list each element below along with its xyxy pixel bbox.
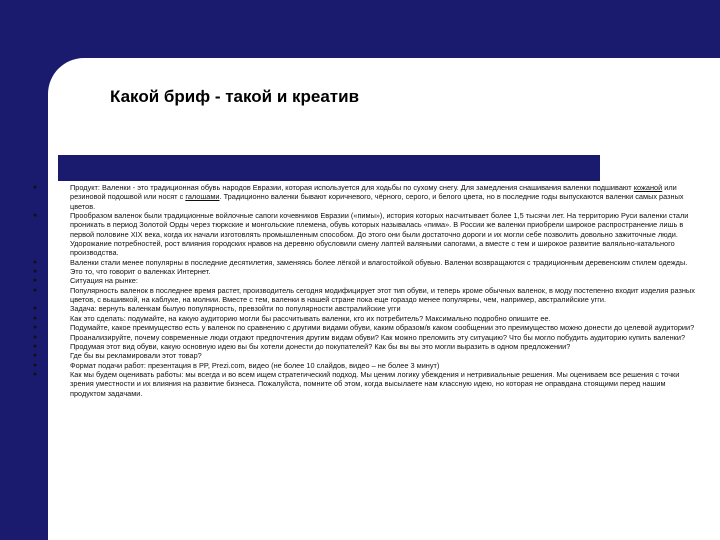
bullet-text: Как это сделать: подумайте, на какую аудиторию могли бы рассчитывать валенки, кто их потребитель? Максимально подробно опишите ее. xyxy=(70,313,551,323)
bullet-link-text[interactable]: кожаной xyxy=(633,183,663,192)
bullet-text: Продумая этот вид обуви, какую основную идею вы бы хотели донести до покупателей? Как бы вы вы это могли выразить в одном предложении? xyxy=(70,341,571,351)
bullet-text: Как мы будем оценивать работы: мы всегда и во всем ищем стратегический подход. Мы ценим логику убеждения и нетривиальные решения. Мы оцениваем все решения с точки зрения уместности и их влияния на развитие бизнеса. Пожалуйста, помните об этом, когда высылаете нам классную идею, но которая не оправдана стоящими перед нашим продуктом задачами. xyxy=(70,369,680,398)
title-divider-bar xyxy=(58,155,600,181)
bullet-text: Это то, что говорит о валенках Интернет. xyxy=(70,267,211,277)
bullet-text: Прообразом валенок были традиционные войлочные сапоги кочевников Евразии («пимы»), история которых насчитывает более 1,5 тысячи лет. На территорию Руси валенки стали проникать в период Золотой Орды через тюркские и монгольские племена, обувь которых называлась «пима». В России же валенки приобрели широкое распространение лишь в первой половине XIX века, когда их начали изготовлять промышленным способом. До этого они были достаточно дороги и их могли себе позволить довольно зажиточные люди. Удорожание потребностей, рост влияния городских нравов на деревню обусловили смену лаптей валяными сапогами, а вместе с тем и широкое развитие валяльно-катального производства. xyxy=(70,211,689,258)
bullet-icon: ● xyxy=(32,352,38,360)
bullet-item xyxy=(30,314,700,323)
bullet-icon: ● xyxy=(32,258,38,266)
bullet-item xyxy=(30,351,700,360)
bullet-text: Подумайте, какое преимущество есть у валенок по сравнению с другими видами обуви, каким образом/в каком сообщении это преимущество можно донести до целевой аудитории? xyxy=(70,323,695,333)
bullet-list xyxy=(30,183,700,398)
bullet-icon: ● xyxy=(32,314,38,322)
bullet-item xyxy=(30,276,700,285)
bullet-icon: ● xyxy=(32,277,38,285)
bullet-icon: ● xyxy=(32,184,38,191)
bullet-item xyxy=(30,342,700,351)
bullet-text: Формат подачи работ: презентация в PP, Prezi.com, видео (не более 10 слайдов, видео – не более 3 минут) xyxy=(70,360,440,370)
bullet-text: Популярность валенок в последнее время растет, производитель сегодня модифицирует этот тип обуви, и теперь кроме обычных валенок, в моду постепенно входит изделия разных цветов, с вышивкой, на каблуке, на молнии. Вместе с тем, валенки в нашей стране пока еще гораздо менее популярны, чем, например, австралийские угги. xyxy=(70,285,695,305)
bullet-text: Валенки стали менее популярны в последние десятилетия, заменяясь более лёгкой и влагостойкой обувью. Валенки возвращаются с традиционным деревенским стилем одежды. xyxy=(70,257,688,267)
bullet-icon: ● xyxy=(32,333,38,341)
bullet-icon: ● xyxy=(32,212,38,220)
bullet-item xyxy=(30,333,700,342)
bullet-icon: ● xyxy=(32,268,38,276)
bullet-item xyxy=(30,267,700,276)
bullet-item xyxy=(30,258,700,267)
slide-content xyxy=(30,183,700,538)
bullet-icon: ● xyxy=(32,342,38,350)
bullet-text: Продукт: Валенки - это традиционная обувь народов Евразии, которая используется для ходьбы по сухому снегу. Для замедления снашивания валенки подшивают xyxy=(70,183,634,192)
bullet-text: или резиновой подошвой или носят с xyxy=(70,183,677,202)
bullet-item xyxy=(30,323,700,332)
bullet-text: . Традиционно валенки бывают коричневого, чёрного, серого, и белого цвета, но в последние годы выпускаются валенки самых разных цветов. xyxy=(70,192,684,211)
title-area xyxy=(110,80,670,120)
bullet-item xyxy=(30,304,700,313)
bullet-icon: ● xyxy=(32,286,38,294)
slide-title: Какой бриф - такой и креатив xyxy=(110,87,360,106)
bullet-item xyxy=(30,370,700,398)
bullet-text: Где бы вы рекламировали этот товар? xyxy=(70,351,202,361)
bullet-item xyxy=(30,183,700,211)
bullet-text: Проанализируйте, почему современные люди отдают предпочтения другим видам обуви? Как можно преломить эту ситуацию? Что бы могло побудить аудиторию купить валенки? xyxy=(70,332,686,342)
bullet-icon: ● xyxy=(32,305,38,313)
bullet-icon: ● xyxy=(32,370,38,378)
bullet-item xyxy=(30,211,700,258)
bullet-item xyxy=(30,286,700,305)
bullet-icon: ● xyxy=(32,324,38,332)
bullet-item xyxy=(30,361,700,370)
bullet-link-text[interactable]: галошами xyxy=(185,192,220,202)
bullet-text: Ситуация на рынке: xyxy=(70,276,138,286)
bullet-text: Задача: вернуть валенкам былую популярность, превзойти по популярности австралийские угги xyxy=(70,304,401,314)
bullet-icon: ● xyxy=(32,361,38,369)
